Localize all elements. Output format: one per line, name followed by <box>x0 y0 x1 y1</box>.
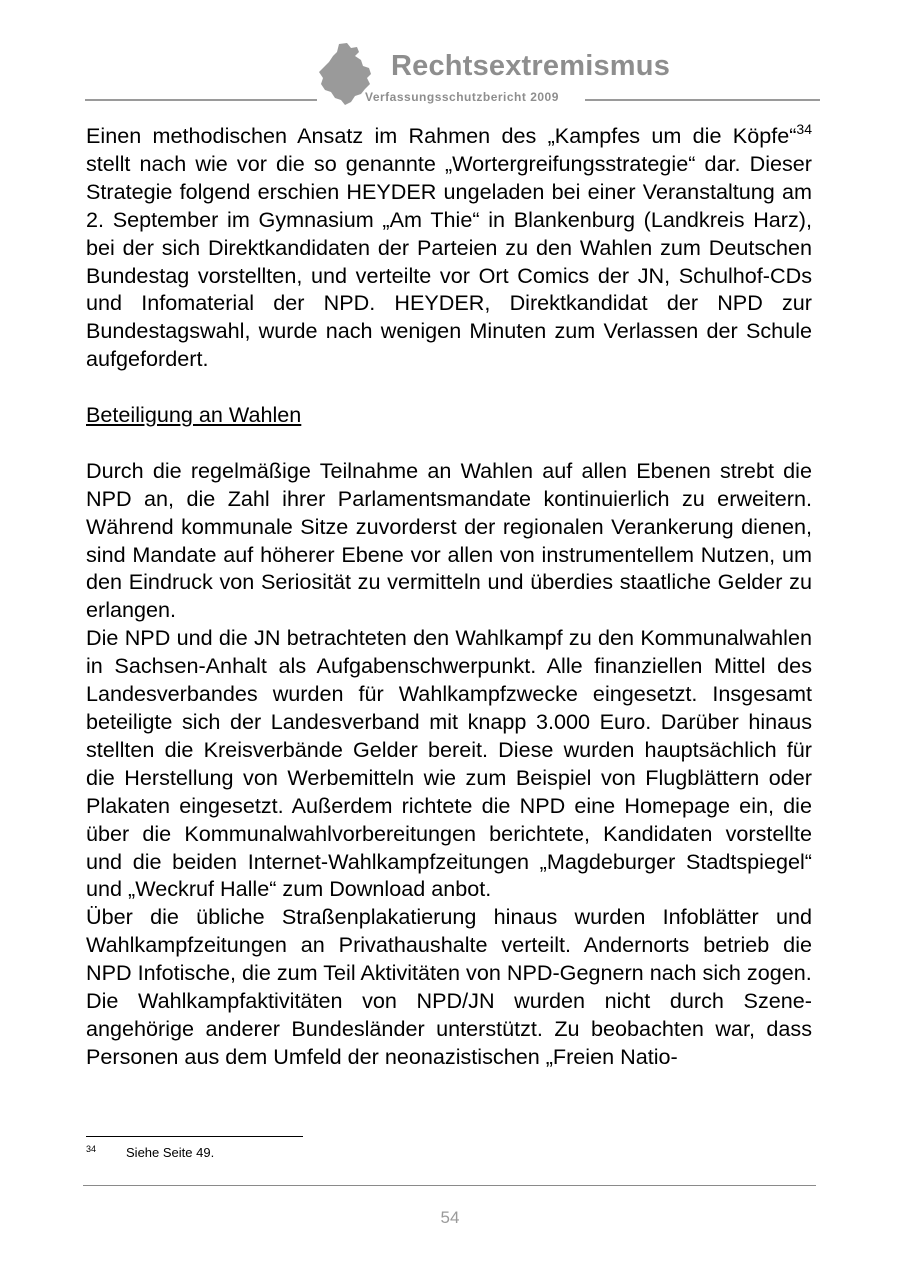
page-header <box>85 40 820 110</box>
header-rule-right <box>585 99 820 101</box>
footnote-number: 34 <box>86 1144 97 1154</box>
header-subtitle: Verfassungsschutzbericht 2009 <box>365 90 559 104</box>
header-title: Rechtsextremismus <box>391 50 671 82</box>
paragraph-2: Durch die regelmäßige Teilnahme an Wahlen auf allen Ebenen strebt die NPD an, die Zahl ihrer Parlamentsmandate kontinuierlich zu erweitern. Während kommunale Sitze zuvorderst der regionalen Verankerung dienen, sind Mandate auf höherer Ebene vor allen von instrumentellem Nutzen, um den Eindruck von Seriosität zu vermitteln und überdies staatliche Gelder zu erlangen. <box>86 457 812 623</box>
section-heading: Beteiligung an Wahlen <box>86 402 302 428</box>
footnote-text: Siehe Seite 49. <box>126 1145 215 1160</box>
paragraph-5: Die Wahlkampfaktivitäten von NPD/JN wurden nicht durch Szeneangehörige anderer Bundesländer unterstützt. Zu beobachten war, dass Personen aus dem Umfeld der neonazistischen „Freien Natio- <box>86 988 812 1069</box>
paragraph-1-start: Einen methodischen Ansatz im Rahmen des „Kampfes um die Köpfe“ <box>86 123 797 148</box>
header-rule-left <box>85 99 317 101</box>
body-text <box>86 122 812 1071</box>
paragraph-1 <box>86 122 812 373</box>
footnote-separator <box>86 1136 303 1137</box>
page-number: 54 <box>440 1208 460 1227</box>
footer-rule <box>83 1185 816 1186</box>
paragraph-1-end: stellt nach wie vor die so genannte „Wortergreifungsstrategie“ dar. Dieser Strategie folgend erschien HEYDER ungeladen bei einer Veranstaltung am 2. September im Gymnasium „Am Thie“ in Blankenburg (Landkreis Harz), bei der sich Direktkandidaten der Parteien zu den Wahlen zum Deutschen Bundestag vorstellten, und verteilte vor Ort Comics der JN, Schulhof-CDs und Infomaterial der NPD. HEYDER, Direktkandidat der NPD zur Bundestagswahl, wurde nach wenigen Minuten zum Verlassen der Schule aufgefordert. <box>86 150 812 372</box>
paragraph-3: Die NPD und die JN betrachteten den Wahlkampf zu den Kommunalwahlen in Sachsen-Anhalt als Aufgabenschwerpunkt. Alle finanziellen Mittel des Landesverbandes wurden für Wahlkampfzwecke eingesetzt. Insgesamt beteiligte sich der Landesverband mit knapp 3.000 Euro. Darüber hinaus stellten die Kreisverbände Gelder bereit. Diese wurden hauptsächlich für die Herstellung von Werbemitteln wie zum Beispiel von Flugblättern oder Plakaten eingesetzt. Außerdem richtete die NPD eine Homepage ein, die über die Kommunalwahlvorbereitungen berichtete, Kandidaten vorstellte und die beiden Internet-Wahlkampfzeitungen „Magdeburger Stadtspiegel“ und „Weckruf Halle“ zum Download anbot. <box>86 625 812 902</box>
footnote-ref: 34 <box>796 121 812 137</box>
paragraph-4: Über die übliche Straßenplakatierung hinaus wurden Infoblätter und Wahlkampfzeitungen an Privathaushalte verteilt. Andernorts betrieb die NPD Infotische, die zum Teil Aktivitäten von NPD-Gegnern nach sich zogen. <box>86 904 812 986</box>
footnote <box>86 1144 214 1160</box>
